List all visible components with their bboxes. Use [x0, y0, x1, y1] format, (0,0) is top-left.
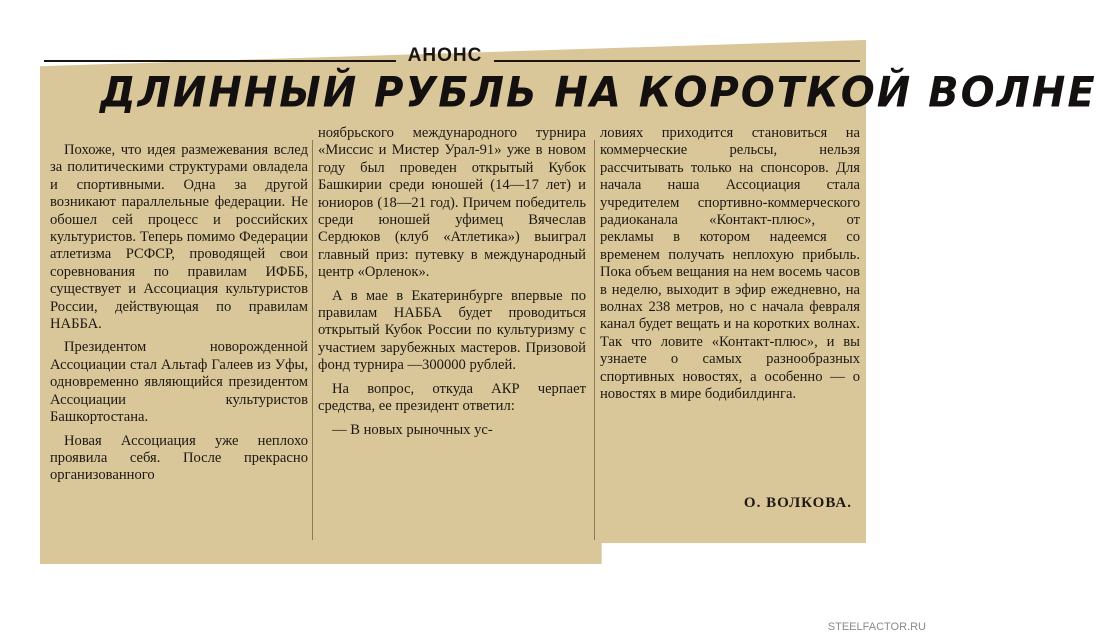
paragraph: ловиях приходится становиться на коммерческие рельсы, нельзя рассчитывать только на спонсоров. Для начала наша Ассоциация стала учредителем спортивно-коммерческого радиоканала «Контакт-плюс», от рекламы в котором надеемся со временем получать неплохую прибыль. Пока объем вещания на нем восемь часов в неделю, выходит в эфир ежедневно, на волнах 238 метров, но с начала февраля канал будет вещать и на коротких волнах. Так что ловите «Контакт-плюс», и вы узнаете о самых разнообразных спортивных новостях, а особенно — о новостях в мире бодибилдинга.: [600, 125, 860, 403]
header-rule-left: [44, 60, 396, 62]
watermark: STEELFACTOR.RU: [827, 621, 926, 633]
headline: ДЛИННЫЙ РУБЛЬ НА КОРОТКОЙ ВОЛНЕ: [100, 68, 1097, 118]
header-rule-right: [494, 60, 860, 62]
section-label: АНОНС: [407, 45, 483, 66]
author-signature: О. ВОЛКОВА.: [743, 495, 852, 511]
article-column-3: [600, 125, 860, 410]
article-column-2: [318, 125, 586, 445]
column-divider: [594, 140, 595, 540]
column-divider: [312, 140, 313, 540]
article-column-1: [50, 142, 308, 491]
paragraph: На вопрос, откуда АКР черпает средства, ее президент ответил:: [318, 380, 586, 415]
paragraph: ноябрьского международного турнира «Миссис и Мистер Урал-91» уже в новом году был проведен открытый Кубок Башкирии среди юношей (14—17 лет) и юниоров (18—21 год). Причем победитель среди юношей уфимец Вячеслав Сердюков (клуб «Атлетика») выиграл главный приз: путевку в международный центр «Орленок».: [318, 125, 586, 281]
paragraph: Президентом новорожденной Ассоциации стал Альтаф Галеев из Уфы, одновременно являющийся президентом Ассоциации культуристов Башкортостана.: [50, 339, 308, 426]
paragraph: Новая Ассоциация уже неплохо проявила себя. После прекрасно организованного: [50, 432, 308, 484]
paragraph: — В новых рыночных ус-: [332, 421, 493, 438]
paragraph: А в мае в Екатеринбурге впервые по правилам НАББА будет проводиться открытый Кубок России по культуризму с участием зарубежных мастеров. Призовой фонд турнира —300000 рублей.: [318, 287, 586, 374]
paragraph: Похоже, что идея размежевания вслед за политическими структурами овладела и спортивными. Одна за другой возникают параллельные федерации. Не обошел сей процесс и российских культуристов. Теперь помимо Федерации атлетизма РСФСР, проводящей свои соревнования по правилам ИФББ, существует и Ассоциация культуристов России, действующая по правилам НАББА.: [50, 142, 308, 333]
